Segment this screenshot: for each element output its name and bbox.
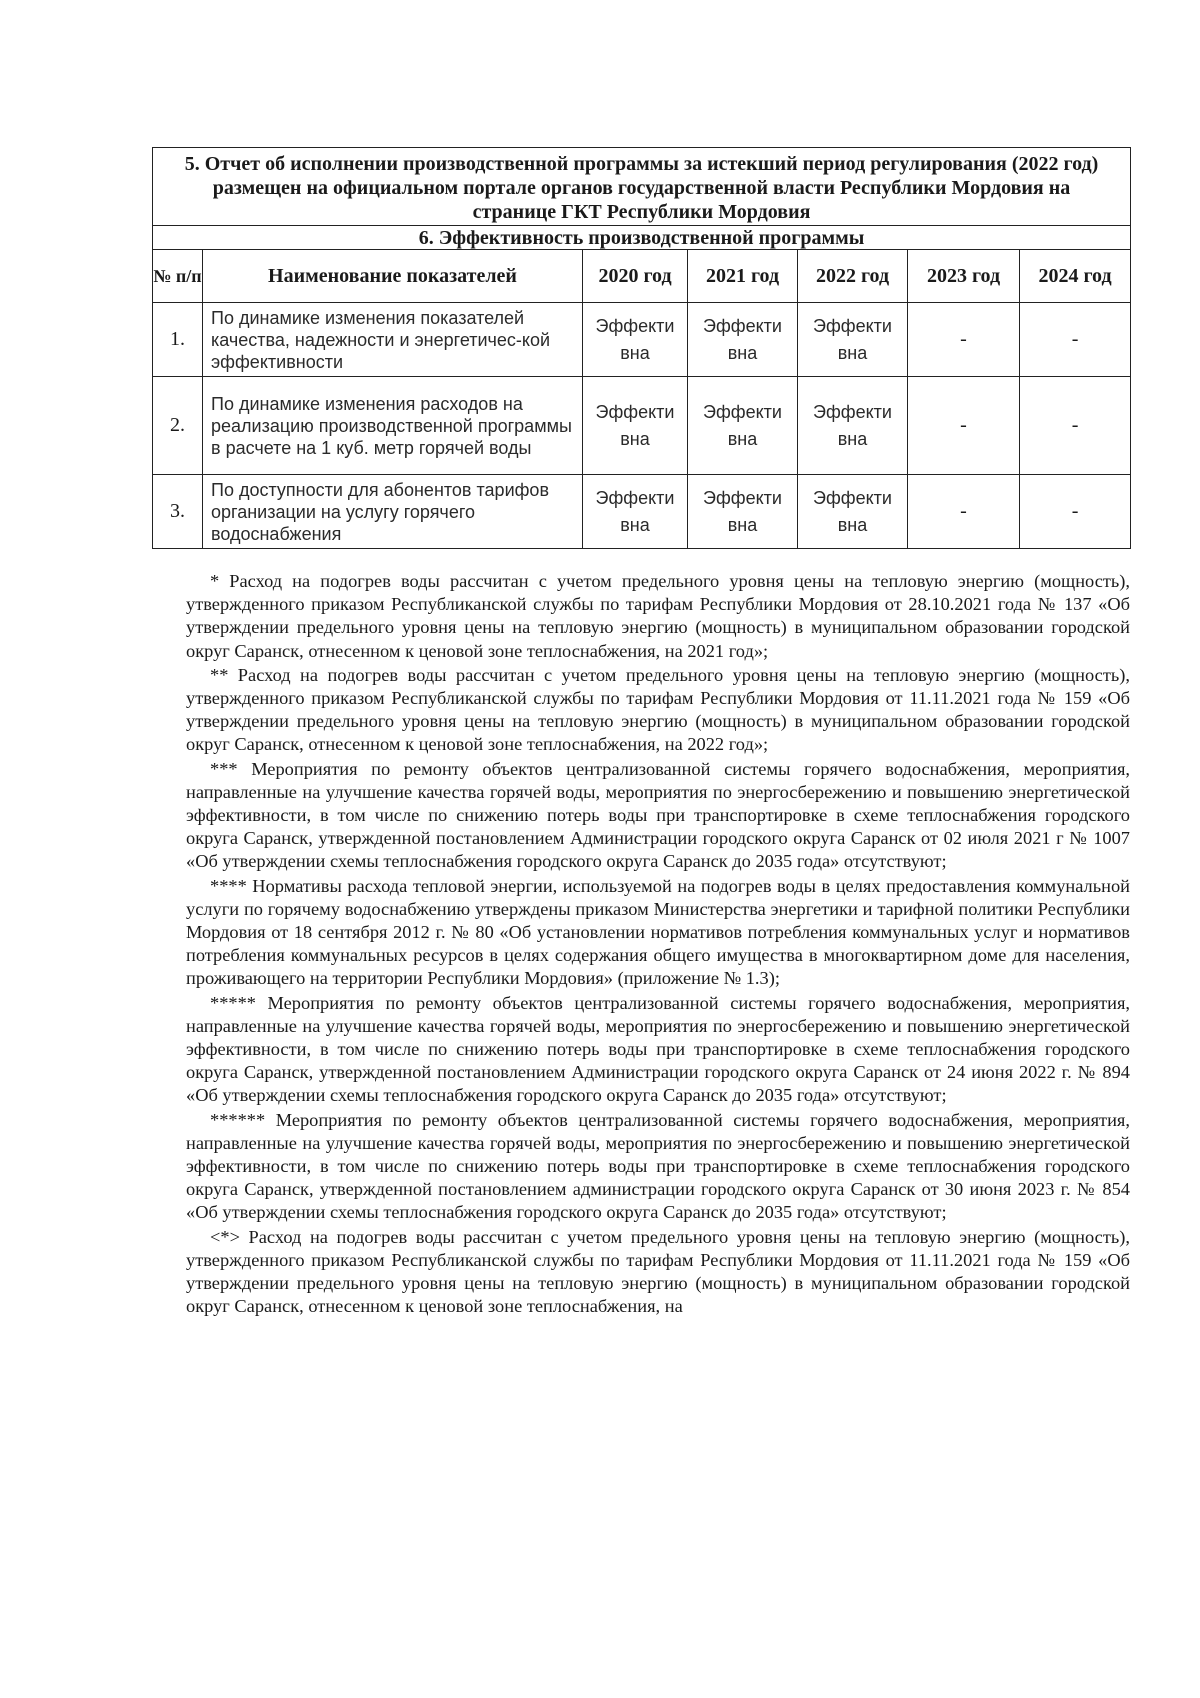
row-indicator-name: По доступности для абонентов тарифов организации на услугу горячего водоснабжения (203, 475, 583, 549)
header-2020: 2020 год (583, 250, 688, 303)
header-2024: 2024 год (1020, 250, 1131, 303)
row-value-2020: Эффекти вна (583, 303, 688, 377)
row-indicator-name: По динамике изменения расходов на реализацию производственной программы в расчете на 1 куб. метр горячей воды (203, 377, 583, 475)
row-value-2020: Эффекти вна (583, 475, 688, 549)
row-number: 3. (153, 475, 203, 549)
footnote-5: ***** Мероприятия по ремонту объектов централизованной системы горячего водоснабжения, мероприятия, направленные на улучшение качества горячей воды, мероприятия по энергосбережению и повышению энергетической эффективности, в том числе по снижению потерь воды при транспортировке в схеме теплоснабжения городского округа Саранск, утвержденной постановлением Администрации городского округа Саранск от 24 июня 2022 г. № 894 «Об утверждении схемы теплоснабжения городского округа Саранск до 2035 года» отсутствуют; (186, 992, 1130, 1106)
row-value-2022: Эффекти вна (798, 475, 908, 549)
table-row (153, 475, 1131, 549)
section-5-title: 5. Отчет об исполнении производственной программы за истекший период регулирования (2022 год) размещен на официальном портале органов государственной власти Республики Мордовия на странице ГКТ Республики Мордовия (153, 148, 1131, 226)
footnote-2: ** Расход на подогрев воды рассчитан с учетом предельного уровня цены на тепловую энергию (мощность), утвержденного приказом Республиканской службы по тарифам Республики Мордовия от 11.11.2021 года № 159 «Об утверждении предельного уровня цены на тепловую энергию (мощность) в муниципальном образовании городской округ Саранск, отнесенном к ценовой зоне теплоснабжения, на 2022 год»; (186, 664, 1130, 755)
header-2023: 2023 год (908, 250, 1020, 303)
footnote-7: <*> Расход на подогрев воды рассчитан с учетом предельного уровня цены на тепловую энергию (мощность), утвержденного приказом Республиканской службы по тарифам Республики Мордовия от 11.11.2021 года № 159 «Об утверждении предельного уровня цены на тепловую энергию (мощность) в муниципальном образовании городской округ Саранск, отнесенном к ценовой зоне теплоснабжения, на (186, 1226, 1130, 1317)
row-value-2020: Эффекти вна (583, 377, 688, 475)
row-value-2024: - (1020, 377, 1131, 475)
footnote-1: * Расход на подогрев воды рассчитан с учетом предельного уровня цены на тепловую энергию (мощность), утвержденного приказом Республиканской службы по тарифам Республики Мордовия от 28.10.2021 года № 137 «Об утверждении предельного уровня цены на тепловую энергию (мощность) в муниципальном образовании городской округ Саранск, отнесенном к ценовой зоне теплоснабжения, на 2021 год»; (186, 571, 1130, 661)
section-6-title: 6. Эффективность производственной программы (153, 226, 1131, 250)
header-no: № п/п (153, 250, 203, 303)
header-name: Наименование показателей (203, 250, 583, 303)
footnotes (186, 570, 1130, 1320)
row-value-2023: - (908, 475, 1020, 549)
row-value-2022: Эффекти вна (798, 377, 908, 475)
table-row (153, 303, 1131, 377)
footnote-3: *** Мероприятия по ремонту объектов централизованной системы горячего водоснабжения, мероприятия, направленные на улучшение качества горячей воды, мероприятия по энергосбережению и повышению энергетической эффективности, в том числе по снижению потерь воды при транспортировке в схеме теплоснабжения городского округа Саранск, утвержденной постановлением Администрации городского округа Саранск от 02 июля 2021 г № 1007 «Об утверждении схемы теплоснабжения городского округа Саранск до 2035 года» отсутствуют; (186, 758, 1130, 872)
row-value-2024: - (1020, 303, 1131, 377)
row-value-2024: - (1020, 475, 1131, 549)
header-2021: 2021 год (688, 250, 798, 303)
row-value-2021: Эффекти вна (688, 377, 798, 475)
table-header-row (153, 250, 1131, 303)
efficiency-table (152, 147, 1131, 549)
header-2022: 2022 год (798, 250, 908, 303)
row-value-2021: Эффекти вна (688, 475, 798, 549)
row-value-2022: Эффекти вна (798, 303, 908, 377)
footnote-6: ****** Мероприятия по ремонту объектов централизованной системы горячего водоснабжения, мероприятия, направленные на улучшение качества горячей воды, мероприятия по энергосбережению и повышению энергетической эффективности, в том числе по снижению потерь воды при транспортировке в схеме теплоснабжения городского округа Саранск, утвержденной постановлением администрации городского округа Саранск от 30 июня 2023 г. № 854 «Об утверждении схемы теплоснабжения городского округа Саранск до 2035 года» отсутствуют; (186, 1109, 1130, 1223)
row-value-2023: - (908, 303, 1020, 377)
row-number: 2. (153, 377, 203, 475)
row-indicator-name: По динамике изменения показателей качества, надежности и энергетичес-кой эффективности (203, 303, 583, 377)
table-row (153, 377, 1131, 475)
row-number: 1. (153, 303, 203, 377)
row-value-2023: - (908, 377, 1020, 475)
footnote-4: **** Нормативы расхода тепловой энергии, используемой на подогрев воды в целях предоставления коммунальной услуги по горячему водоснабжению утверждены приказом Министерства энергетики и тарифной политики Республики Мордовия от 18 сентября 2012 г. № 80 «Об установлении нормативов потребления коммунальных услуг и нормативов потребления коммунальных ресурсов в целях содержания общего имущества в многоквартирном доме для населения, проживающего на территории Республики Мордовия» (приложение № 1.3); (186, 875, 1130, 989)
row-value-2021: Эффекти вна (688, 303, 798, 377)
